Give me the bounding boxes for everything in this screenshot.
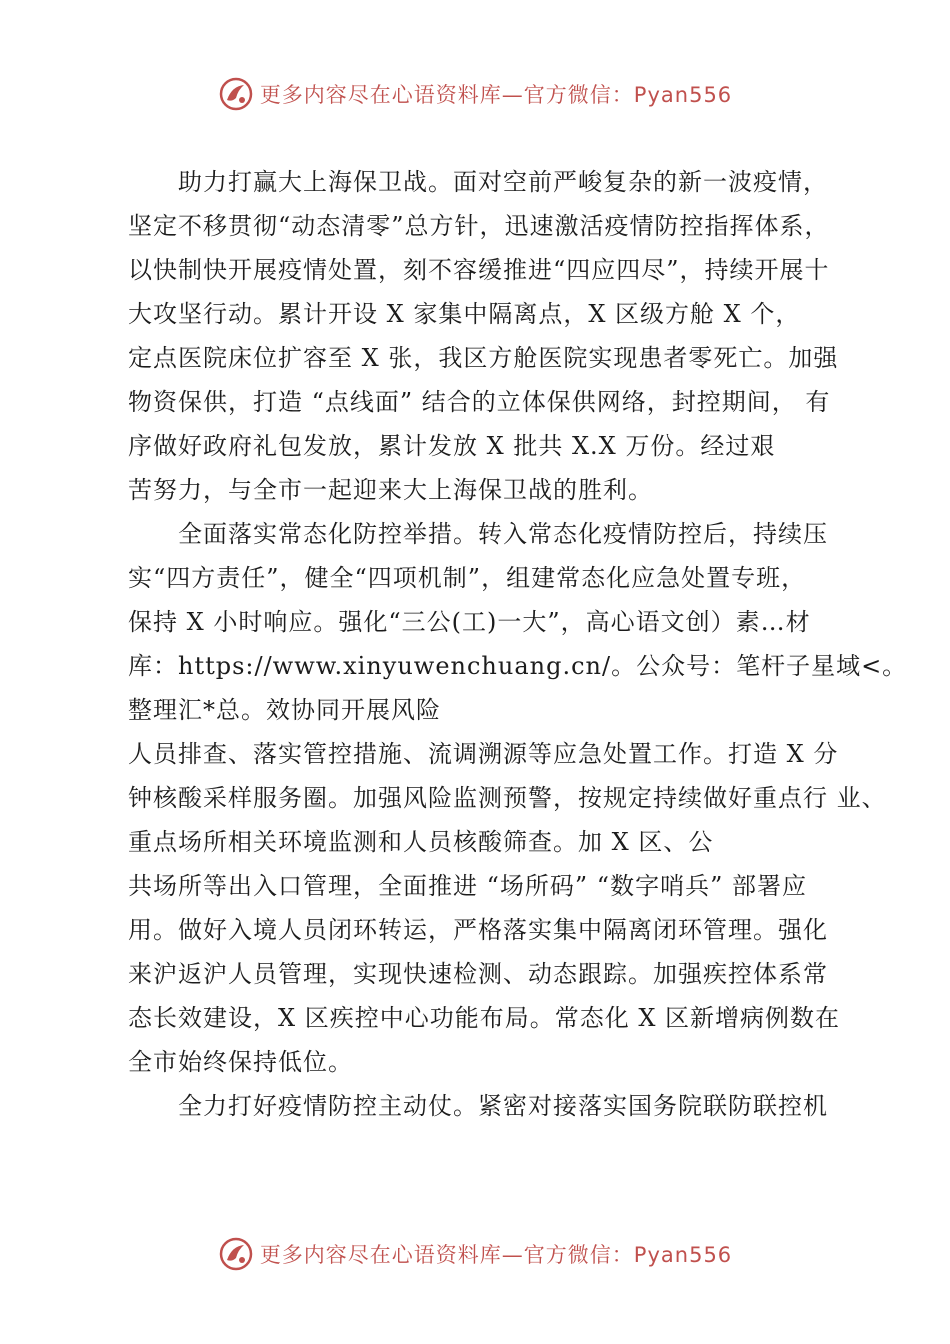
text-line: 态长效建设，X 区疾控中心功能布局。常态化 X 区新增病例数在 [128, 1004, 841, 1032]
text-line: 大攻坚行动。累计开设 X 家集中隔离点，X 区级方舱 X 个， [128, 300, 801, 328]
text-line: 物资保供，打造 “点线面” 结合的立体保供网络，封控期间， 有 [128, 388, 831, 416]
text-line: 序做好政府礼包发放，累计发放 X 批共 X.X 万份。经过艰 [128, 432, 776, 460]
text-line: 共场所等出入口管理，全面推进 “场所码” “数字哨兵” 部署应 [128, 872, 807, 900]
text-line: 全市始终保持低位。 [128, 1048, 353, 1076]
text-line: 助力打赢大上海保卫战。面对空前严峻复杂的新一波疫情， [178, 168, 828, 196]
text-line: 实“四方责任”，健全“四项机制”，组建常态化应急处置专班， [128, 564, 807, 592]
text-line: 库：https://www.xinyuwenchuang.cn/。公众号：笔杆子星域<。 [128, 652, 908, 680]
header-banner-text: 更多内容尽在心语资料库—官方微信：Pyan556 [259, 83, 733, 107]
text-line: 整理汇*总。效协同开展风险 [128, 696, 441, 724]
text-line: 全面落实常态化防控举措。转入常态化疫情防控后，持续压 [178, 520, 828, 548]
logo-icon [218, 76, 254, 112]
text-line: 坚定不移贯彻“动态清零”总方针，迅速激活疫情防控指挥体系， [128, 212, 830, 240]
footer-banner [0, 1230, 950, 1278]
text-line: 用。做好入境人员闭环转运，严格落实集中隔离闭环管理。强化 [128, 916, 828, 944]
text-line: 人员排查、落实管控措施、流调溯源等应急处置工作。打造 X 分 [128, 740, 839, 768]
footer-banner-text: 更多内容尽在心语资料库—官方微信：Pyan556 [259, 1243, 733, 1267]
text-line: 苦努力，与全市一起迎来大上海保卫战的胜利。 [128, 476, 653, 504]
text-line: 定点医院床位扩容至 X 张，我区方舱医院实现患者零死亡。加强 [128, 344, 839, 372]
text-line: 全力打好疫情防控主动仗。紧密对接落实国务院联防联控机 [178, 1092, 828, 1120]
document-body [128, 168, 908, 1136]
header-banner [0, 70, 950, 118]
text-line: 保持 X 小时响应。强化“三公(工)一大”，高心语文创）素…材 [128, 608, 811, 636]
text-line: 以快制快开展疫情处置，刻不容缓推进“四应四尽”，持续开展十 [128, 256, 830, 284]
logo-icon [218, 1236, 254, 1272]
text-line: 重点场所相关环境监测和人员核酸筛查。加 X 区、公 [128, 828, 714, 856]
text-line: 来沪返沪人员管理，实现快速检测、动态跟踪。加强疾控体系常 [128, 960, 828, 988]
text-line: 钟核酸采样服务圈。加强风险监测预警，按规定持续做好重点行 业、 [128, 784, 887, 812]
